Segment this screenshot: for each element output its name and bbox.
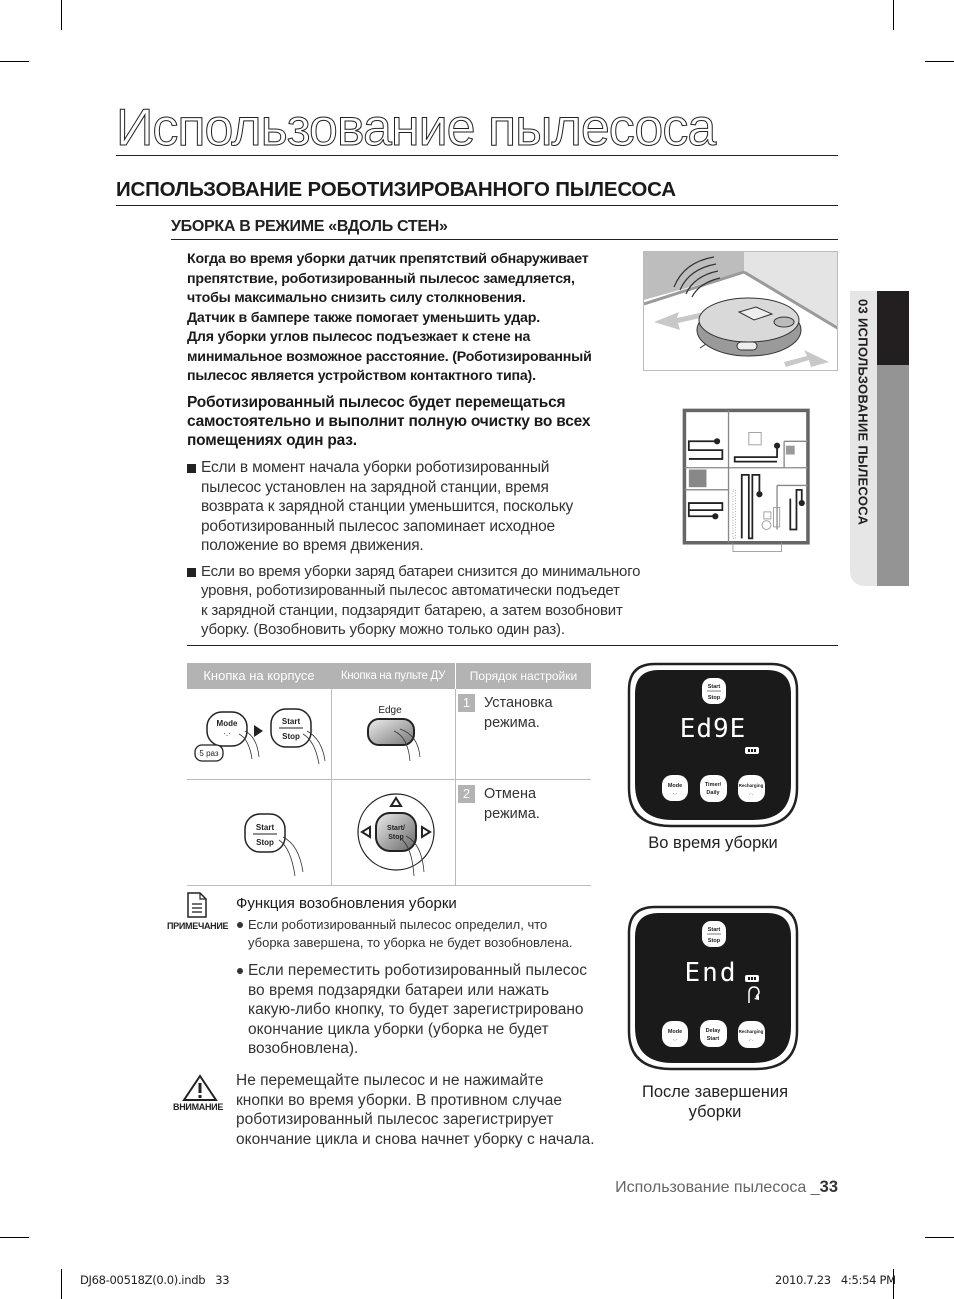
page-footer	[615, 1178, 838, 1197]
svg-text:Stop: Stop	[388, 834, 404, 841]
note-title: Функция возобновления уборки	[236, 895, 457, 912]
floor-plan-diagram	[680, 400, 830, 562]
svg-text:·.·: ·.·	[672, 791, 678, 797]
header-remote-button: Кнопка на пульте ДУ	[340, 670, 446, 682]
svg-text:5 раз: 5 раз	[199, 749, 219, 758]
body-buttons-cell	[187, 689, 331, 779]
svg-text:.·.: .·.	[748, 1037, 754, 1043]
svg-text:Start: Start	[255, 823, 275, 832]
remote-button-cell	[331, 780, 455, 885]
bullet-dot-icon	[237, 968, 243, 974]
crop-mark	[0, 1237, 29, 1238]
chapter-side-tab	[850, 291, 909, 586]
square-bullet-icon	[187, 568, 196, 577]
text-line: уборка завершена, то уборка не будет возобновлена.	[248, 935, 573, 950]
text-line: минимальное возможное расстояние. (Роботизированный	[187, 348, 592, 365]
edge-button-press-icon	[332, 689, 456, 779]
svg-text:Start/: Start/	[387, 825, 405, 832]
chapter-label: 03 ИСПОЛЬЗОВАНИЕ ПЫЛЕСОСА	[855, 299, 871, 526]
table-header	[187, 663, 591, 689]
settings-table	[187, 663, 591, 886]
svg-text:Daily: Daily	[706, 790, 720, 796]
text-line: пылесос является устройством контактного типа).	[187, 368, 536, 384]
remote-button-cell	[331, 689, 455, 779]
text-line: После завершения	[641, 1083, 789, 1101]
svg-text:Start: Start	[707, 684, 721, 690]
text-line: помещениях один раз.	[187, 432, 357, 449]
header-body-button: Кнопка на корпусе	[203, 668, 315, 683]
svg-text:Mode: Mode	[216, 719, 238, 728]
svg-text:Recharging: Recharging	[738, 783, 764, 788]
bullet-item	[187, 562, 677, 640]
svg-text:Stop: Stop	[282, 732, 300, 741]
text-line: Не перемещайте пылесос и не нажимайте	[236, 1072, 544, 1089]
section-title: ИСПОЛЬЗОВАНИЕ РОБОТИЗИРОВАННОГО ПЫЛЕСОСА	[116, 176, 838, 206]
print-file-slug: DJ68-00518Z(0.0).indb 33	[80, 1273, 230, 1287]
note-document-icon	[187, 892, 207, 923]
page-number: 33	[819, 1178, 838, 1196]
text-line: Датчик в бампере также помогает уменьшить удар.	[187, 309, 540, 326]
panel-caption-during-cleaning: Во время уборки	[648, 834, 778, 852]
start-stop-press-icon	[187, 780, 331, 886]
text-line: возобновлена).	[248, 1040, 359, 1057]
svg-text:Stop: Stop	[707, 695, 721, 701]
crop-mark	[61, 1269, 62, 1299]
bullet-list	[187, 458, 677, 646]
crop-mark	[61, 0, 62, 30]
step-cell	[455, 689, 591, 779]
step-cell	[455, 780, 591, 885]
sub-title: УБОРКА В РЕЖИМЕ «ВДОЛЬ СТЕН»	[171, 216, 838, 240]
note-item	[236, 916, 572, 952]
text-line: роботизированный пылесос зарегистрирует	[236, 1111, 554, 1128]
intro-paragraph-2	[187, 393, 637, 450]
text-line: Если в момент начала уборки роботизированный	[201, 459, 550, 476]
text-line: окончание цикла и снова начнет уборку с начала.	[236, 1130, 595, 1148]
text-line: роботизированный пылесос запоминает исходное	[201, 517, 555, 535]
crop-mark	[0, 61, 29, 62]
text-line: Если во время уборки заряд батареи снизится до минимального	[201, 562, 641, 580]
text-line: кнопки во время уборки. В противном случае	[236, 1091, 562, 1109]
text-line: Роботизированный пылесос будет перемещаться	[187, 394, 566, 411]
crop-mark	[893, 0, 894, 30]
text-line: к зарядной станции, подзарядит батарею, а затем возобновит	[201, 601, 623, 619]
svg-text:Ed9E: Ed9E	[679, 714, 747, 744]
svg-text:.·.: .·.	[748, 791, 754, 797]
svg-text:Edge: Edge	[378, 705, 402, 716]
svg-text:Timer/: Timer/	[704, 782, 722, 788]
intro-paragraph	[187, 250, 637, 387]
footer-text: Использование пылесоса _	[615, 1179, 820, 1196]
control-panel-after-cleaning	[625, 903, 801, 1073]
text-line: препятствие, роботизированный пылесос замедляется,	[187, 270, 575, 287]
crop-mark	[925, 61, 954, 62]
mode-start-stop-press-icon	[187, 689, 331, 779]
svg-text:Start: Start	[706, 1036, 720, 1042]
svg-text:Start: Start	[281, 717, 301, 726]
page-title: Использование пылесоса	[116, 100, 838, 156]
svg-text:·.·: ·.·	[223, 729, 231, 738]
remote-dpad-press-icon	[332, 780, 456, 886]
text-line: уборки	[688, 1103, 742, 1121]
svg-text:Delay: Delay	[705, 1028, 721, 1034]
text-line: возврата к зарядной станции уменьшится, поскольку	[201, 498, 574, 515]
divider	[187, 645, 838, 646]
print-timestamp: 2010.7.23 4:5:54 PM	[775, 1273, 896, 1287]
header-setup-order: Порядок настройки	[455, 663, 591, 689]
tab-dark-block	[877, 291, 909, 365]
square-bullet-icon	[187, 464, 196, 473]
text-line: пылесос установлен на зарядной станции, время	[201, 478, 549, 496]
body-buttons-cell	[187, 780, 331, 885]
svg-text:Mode: Mode	[667, 1029, 683, 1035]
crop-mark	[925, 1237, 954, 1238]
text-line: какую-либо кнопку, то будет зарегистрировано	[248, 1001, 584, 1018]
svg-text:Mode: Mode	[667, 783, 683, 789]
svg-text:·.·: ·.·	[672, 1037, 678, 1043]
text-line: Когда во время уборки датчик препятствий обнаруживает	[187, 251, 589, 267]
step-text: Установка режима.	[484, 695, 553, 731]
text-line: Для уборки углов пылесос подъезжает к стене на	[187, 329, 531, 345]
svg-text:Stop: Stop	[707, 938, 721, 944]
text-line: во время подзарядки батареи или нажать	[248, 981, 550, 999]
svg-text:Recharging: Recharging	[738, 1029, 764, 1034]
text-line: уровня, роботизированный пылесос автоматически подъедет	[201, 582, 620, 599]
warning-label: ВНИМАНИЕ	[173, 1102, 224, 1112]
step-number-badge: 1	[458, 694, 475, 712]
warning-text	[236, 1071, 595, 1149]
text-line: положение во время движения.	[201, 537, 424, 554]
panel-caption-after-cleaning	[625, 1082, 805, 1122]
text-line: Если переместить роботизированный пылесос	[248, 962, 588, 979]
text-line: чтобы максимально снизить силу столкновения.	[187, 290, 526, 306]
note-item	[236, 961, 587, 1059]
text-line: уборку. (Возобновить уборку можно только один раз).	[201, 621, 565, 638]
svg-text:End: End	[684, 958, 738, 988]
svg-text:Stop: Stop	[256, 838, 274, 847]
table-row	[187, 779, 591, 885]
step-number-badge: 2	[458, 785, 475, 803]
text-line: Если роботизированный пылесос определил, что	[248, 917, 548, 932]
table-row	[187, 689, 591, 779]
step-text: Отмена режима.	[484, 786, 540, 822]
bullet-dot-icon	[237, 922, 243, 928]
svg-text:Start: Start	[707, 927, 721, 933]
bullet-item	[187, 458, 677, 556]
note-label: ПРИМЕЧАНИЕ	[167, 921, 229, 931]
text-line: окончание цикла уборки (уборка не будет	[248, 1020, 549, 1038]
robot-corner-illustration	[643, 251, 838, 371]
tab-mid-block	[877, 365, 909, 586]
control-panel-during-cleaning	[625, 660, 801, 830]
text-line: самостоятельно и выполнит полную очистку во всех	[187, 413, 591, 430]
